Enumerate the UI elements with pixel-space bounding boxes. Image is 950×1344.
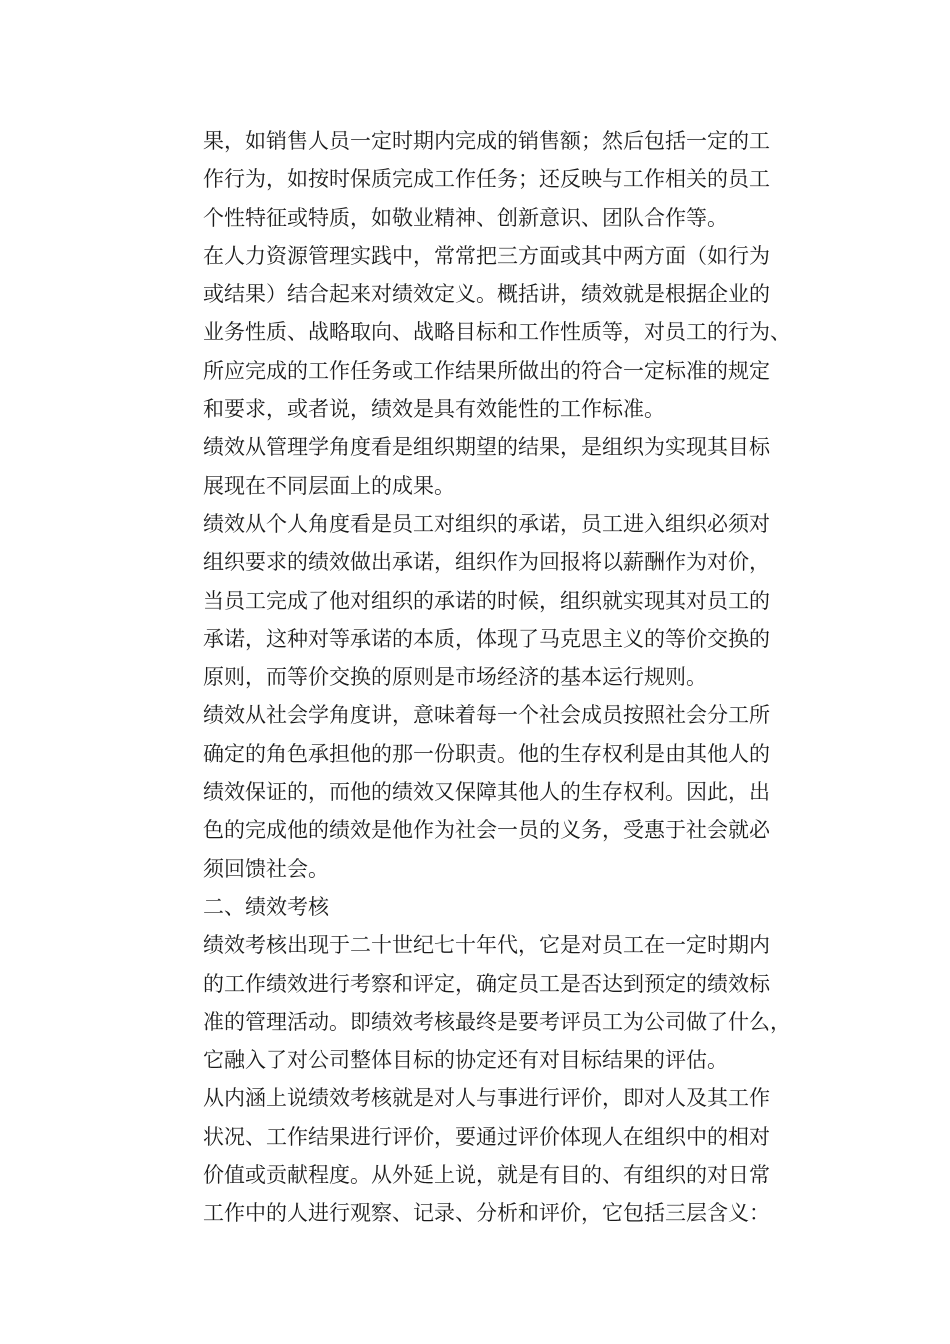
text-line: 须回馈社会。 [203, 856, 329, 881]
text-line: 组织要求的绩效做出承诺，组织作为回报将以薪酬作为对价， [203, 550, 770, 575]
text-line: 的工作绩效进行考察和评定，确定员工是否达到预定的绩效标 [203, 971, 770, 996]
text-line: 从内涵上说绩效考核就是对人与事进行评价，即对人及其工作 [203, 1086, 770, 1111]
text-line: 价值或贡献程度。从外延上说，就是有目的、有组织的对日常 [203, 1163, 770, 1188]
section-heading: 二、绩效考核 [203, 894, 329, 919]
text-line: 所应完成的工作任务或工作结果所做出的符合一定标准的规定 [203, 358, 770, 383]
text-line: 承诺，这种对等承诺的本质，体现了马克思主义的等价交换的 [203, 626, 770, 651]
document-body [203, 122, 823, 1233]
text-line: 准的管理活动。即绩效考核最终是要考评员工为公司做了什么， [203, 1009, 791, 1034]
text-line: 个性特征或特质，如敬业精神、创新意识、团队合作等。 [203, 205, 728, 230]
text-line: 绩效保证的，而他的绩效又保障其他人的生存权利。因此，出 [203, 780, 770, 805]
text-line: 确定的角色承担他的那一份职责。他的生存权利是由其他人的 [203, 741, 770, 766]
text-line: 工作中的人进行观察、记录、分析和评价，它包括三层含义： [203, 1201, 770, 1226]
text-line: 原则，而等价交换的原则是市场经济的基本运行规则。 [203, 665, 707, 690]
text-line: 作行为，如按时保质完成工作任务；还反映与工作相关的员工 [203, 167, 770, 192]
text-line: 果，如销售人员一定时期内完成的销售额；然后包括一定的工 [203, 129, 770, 153]
text-line: 展现在不同层面上的成果。 [203, 473, 455, 498]
text-line: 当员工完成了他对组织的承诺的时候，组织就实现其对员工的 [203, 588, 770, 613]
text-line: 绩效考核出现于二十世纪七十年代，它是对员工在一定时期内 [203, 933, 770, 958]
text-line: 色的完成他的绩效是他作为社会一员的义务，受惠于社会就必 [203, 818, 770, 843]
text-line: 它融入了对公司整体目标的协定还有对目标结果的评估。 [203, 1048, 728, 1073]
text-line: 状况、工作结果进行评价，要通过评价体现人在组织中的相对 [203, 1124, 770, 1149]
text-line: 绩效从个人角度看是员工对组织的承诺，员工进入组织必须对 [203, 511, 770, 536]
text-line: 在人力资源管理实践中，常常把三方面或其中两方面（如行为 [203, 243, 770, 268]
text-line: 绩效从管理学角度看是组织期望的结果，是组织为实现其目标 [203, 435, 770, 460]
text-line: 绩效从社会学角度讲，意味着每一个社会成员按照社会分工所 [203, 703, 770, 728]
text-line: 和要求，或者说，绩效是具有效能性的工作标准。 [203, 397, 665, 422]
text-line: 或结果）结合起来对绩效定义。概括讲，绩效就是根据企业的 [203, 282, 770, 307]
text-line: 业务性质、战略取向、战略目标和工作性质等，对员工的行为、 [203, 320, 791, 345]
